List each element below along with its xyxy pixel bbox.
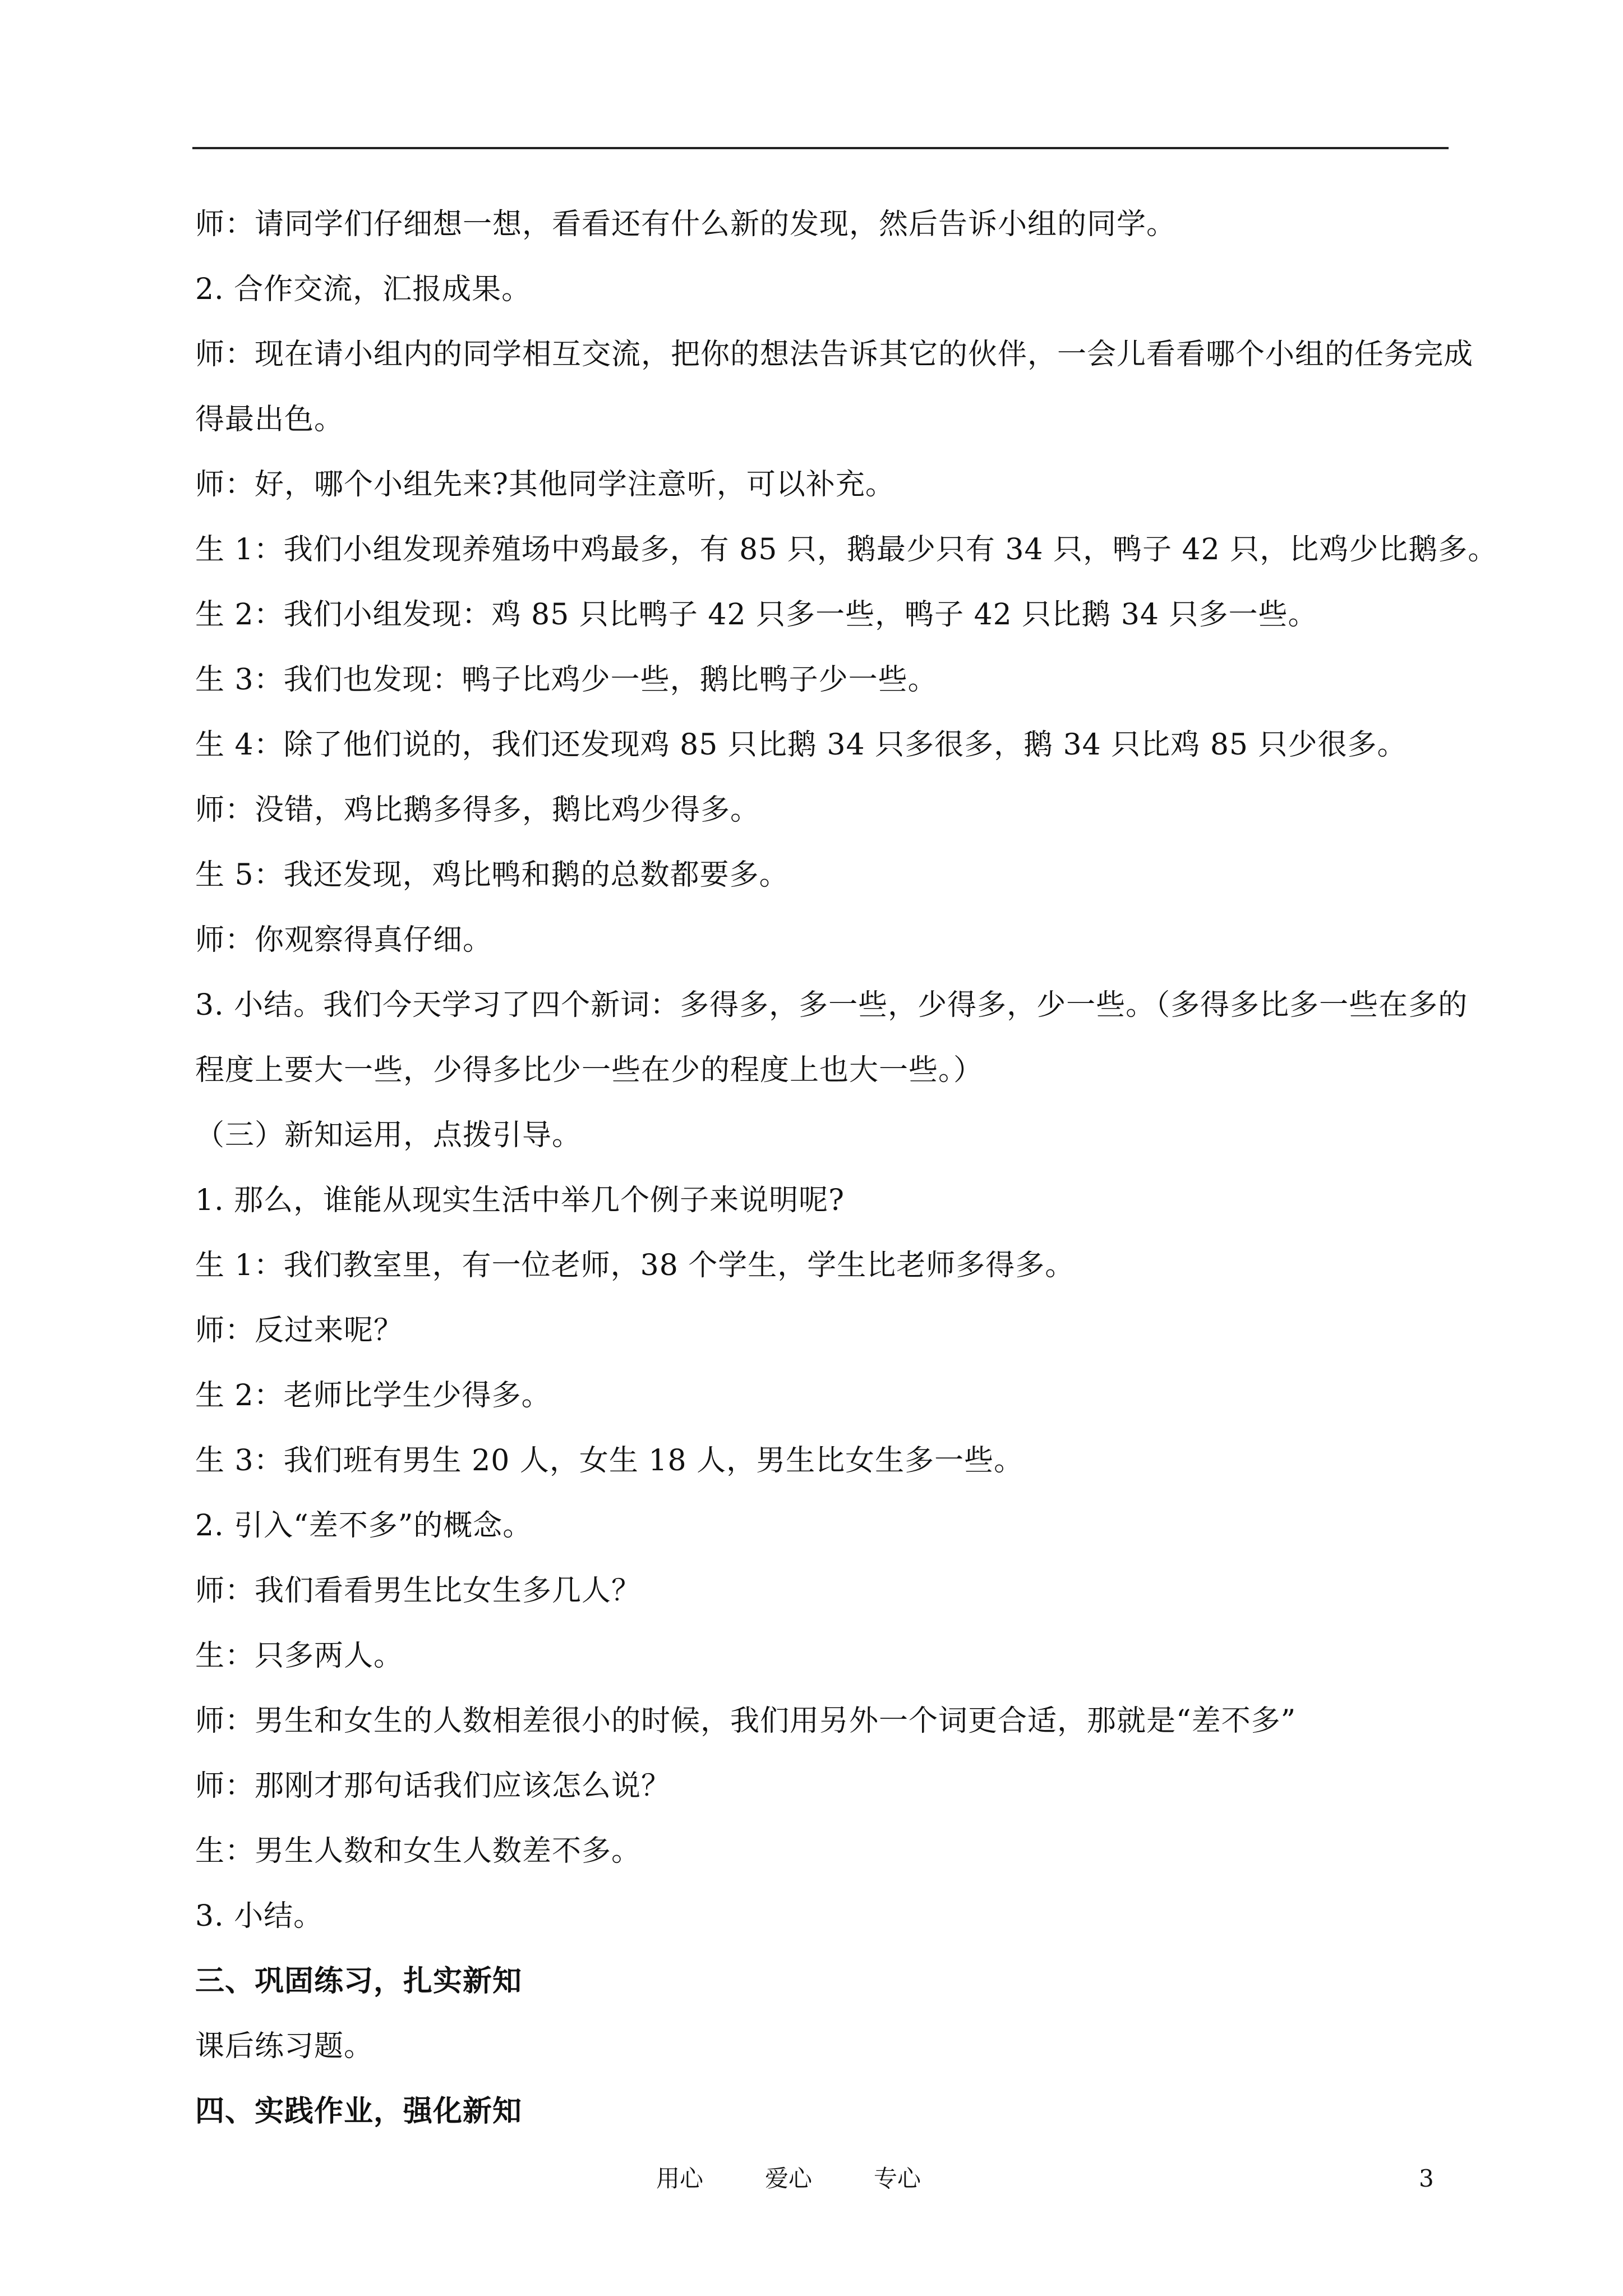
paragraph-line: 师：你观察得真仔细。 <box>195 923 493 957</box>
paragraph-line: 师：男生和女生的人数相差很小的时候，我们用另外一个词更合适，那就是“差不多” <box>195 1704 1297 1738</box>
paragraph-line: 2. 合作交流，汇报成果。 <box>195 273 532 306</box>
paragraph-line: 1. 那么，谁能从现实生活中举几个例子来说明呢? <box>195 1184 845 1217</box>
paragraph-line: 2. 引入“差不多”的概念。 <box>195 1509 533 1543</box>
paragraph-line: 师：现在请小组内的同学相互交流，把你的想法告诉其它的伙伴，一会儿看看哪个小组的任务完成 <box>195 338 1474 371</box>
paragraph-line: 生 3：我们班有男生 20 人，女生 18 人，男生比女生多一些。 <box>195 1444 1024 1478</box>
page-footer <box>0 2162 1623 2196</box>
paragraph-line: 3. 小结。 <box>195 1899 324 1933</box>
paragraph-line: 生 3：我们也发现：鸭子比鸡少一些，鹅比鸭子少一些。 <box>195 663 938 697</box>
paragraph-line: 师：好，哪个小组先来?其他同学注意听，可以补充。 <box>195 468 895 501</box>
paragraph-line: 师：反过来呢？ <box>195 1314 404 1347</box>
footer-motto <box>656 2162 983 2196</box>
footer-motto-word: 用心 <box>656 2165 704 2192</box>
paragraph-line: 生：只多两人。 <box>195 1639 404 1673</box>
paragraph-line: 生 5：我还发现，鸡比鸭和鹅的总数都要多。 <box>195 858 789 892</box>
paragraph-line: 生 1：我们教室里，有一位老师，38 个学生，学生比老师多得多。 <box>195 1249 1075 1282</box>
footer-motto-word: 专心 <box>874 2165 921 2192</box>
paragraph-line: 课后练习题。 <box>195 2030 374 2063</box>
paragraph-line: 师：我们看看男生比女生多几人？ <box>195 1574 642 1608</box>
paragraph-line: 师：请同学们仔细想一想，看看还有什么新的发现，然后告诉小组的同学。 <box>195 208 1177 241</box>
paragraph-line: 生 2：老师比学生少得多。 <box>195 1379 551 1412</box>
paragraph-line: 生：男生人数和女生人数差不多。 <box>195 1834 642 1868</box>
footer-motto-word: 爱心 <box>765 2165 813 2192</box>
paragraph-line: 3. 小结。我们今天学习了四个新词：多得多，多一些，少得多，少一些。（多得多比多一些在多的 <box>195 988 1468 1022</box>
header-rule <box>192 147 1449 149</box>
paragraph-line: 程度上要大一些，少得多比少一些在少的程度上也大一些。） <box>195 1053 984 1087</box>
paragraph-line: 生 4：除了他们说的，我们还发现鸡 85 只比鹅 34 只多很多，鹅 34 只比鸡 85 只少很多。 <box>195 728 1407 762</box>
paragraph-line: 得最出色。 <box>195 403 344 436</box>
paragraph-line: 师：没错，鸡比鹅多得多，鹅比鸡少得多。 <box>195 793 760 827</box>
page-number: 3 <box>1419 2165 1434 2192</box>
section-heading: 三、巩固练习，扎实新知 <box>195 1964 523 1998</box>
paragraph-line: 师：那刚才那句话我们应该怎么说？ <box>195 1769 671 1803</box>
paragraph-line: 生 1：我们小组发现养殖场中鸡最多，有 85 只，鹅最少只有 34 只，鸭子 42 只，比鸡少比鹅多。 <box>195 533 1498 567</box>
section-heading: 四、实践作业，强化新知 <box>195 2094 523 2128</box>
document-body <box>195 208 1498 2160</box>
paragraph-line: （三）新知运用，点拨引导。 <box>195 1119 582 1152</box>
paragraph-line: 生 2：我们小组发现：鸡 85 只比鸭子 42 只多一些，鸭子 42 只比鹅 34 只多一些。 <box>195 598 1318 632</box>
